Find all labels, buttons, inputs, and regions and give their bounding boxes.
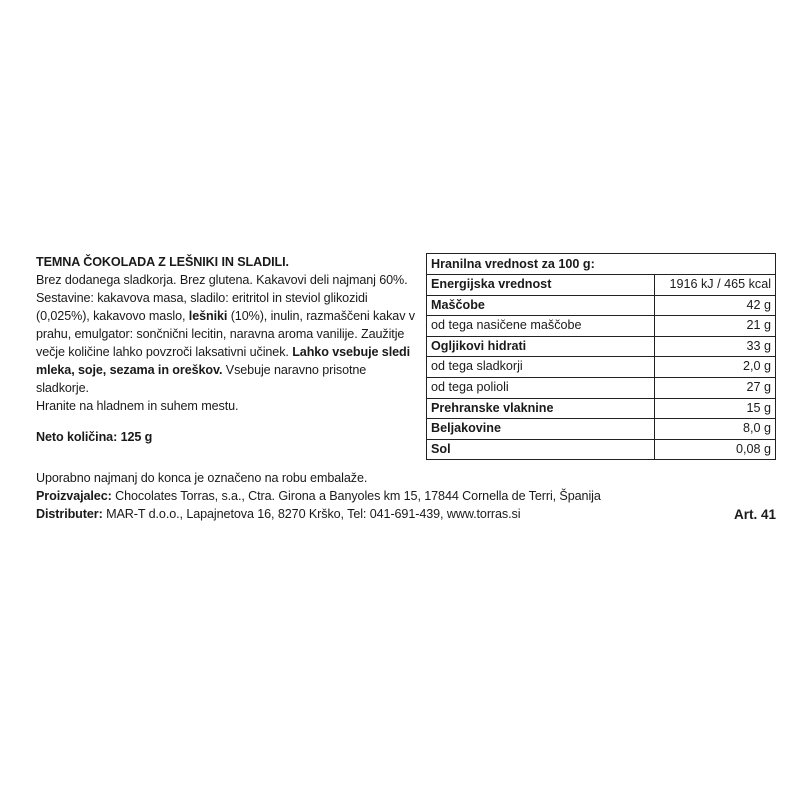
distributor-line xyxy=(36,505,776,523)
nutrition-table xyxy=(426,253,776,460)
nutrient-name: Sol xyxy=(427,439,655,459)
distributor-text: MAR-T d.o.o., Lapajnetova 16, 8270 Krško, Tel: 041-691-439, www.torras.si xyxy=(102,507,521,521)
nutrient-name: Prehranske vlaknine xyxy=(427,398,655,419)
nutrient-name: Maščobe xyxy=(427,295,655,316)
nutrient-value: 2,0 g xyxy=(655,357,776,378)
nutrient-name: od tega sladkorji xyxy=(427,357,655,378)
footer-block xyxy=(36,469,776,523)
nutrient-value: 15 g xyxy=(655,398,776,419)
nutrition-row xyxy=(427,357,775,378)
nutrient-value: 21 g xyxy=(655,316,776,337)
storage-instructions: Hranite na hladnem in suhem mestu. xyxy=(36,399,239,413)
description-part-3: Vsebuje naravno prisotne sladkorje. xyxy=(36,363,367,395)
producer-line xyxy=(36,487,776,505)
nutrition-row xyxy=(427,275,775,295)
nutrient-name: Energijska vrednost xyxy=(431,277,552,291)
description-part-1: Brez dodanega sladkorja. Brez glutena. Kakavovi deli najmanj 60%. Sestavine: kakavova masa, sladilo: eritritol in steviol glikozidi (0,025%), kakavovo maslo, xyxy=(36,273,408,323)
producer-text: Chocolates Torras, s.a., Ctra. Girona a Banyoles km 15, 17844 Cornella de Terri, Španija xyxy=(111,489,601,503)
nutrition-row xyxy=(427,295,775,316)
nutrition-row xyxy=(427,398,775,419)
nutrient-name: od tega nasičene maščobe xyxy=(427,316,655,337)
ingredients-text xyxy=(36,271,416,397)
nutrition-row xyxy=(427,377,775,398)
allergen-traces-warning: Lahko vsebuje sledi mleka, soje, sezama in oreškov. xyxy=(36,345,410,377)
nutrient-name: Beljakovine xyxy=(427,419,655,440)
producer-label: Proizvajalec: xyxy=(36,489,112,503)
nutrient-value: 0,08 g xyxy=(655,439,776,459)
nutrition-row xyxy=(427,439,775,459)
nutrition-row xyxy=(427,316,775,337)
nutrient-value: 42 g xyxy=(655,295,776,316)
nutrient-value: 27 g xyxy=(655,377,776,398)
nutrient-value: 33 g xyxy=(655,336,776,357)
nutrition-rows xyxy=(427,275,775,459)
article-number: Art. 41 xyxy=(733,507,776,522)
nutrition-row xyxy=(427,336,775,357)
allergen-hazelnuts: lešniki xyxy=(188,309,228,323)
distributor-label: Distributer: xyxy=(36,507,103,521)
nutrient-value: 8,0 g xyxy=(655,419,776,440)
nutrition-header: Hranilna vrednost za 100 g: xyxy=(427,254,775,275)
nutrient-name: Ogljikovi hidrati xyxy=(427,336,655,357)
product-description-block xyxy=(36,253,416,446)
nutrient-value: 1916 kJ / 465 kcal xyxy=(655,275,776,295)
product-title: TEMNA ČOKOLADA Z LEŠNIKI IN SLADILI. xyxy=(36,255,289,269)
best-before-note: Uporabno najmanj do konca je označeno na robu embalaže. xyxy=(36,471,368,485)
nutrition-row xyxy=(427,419,775,440)
description-part-2: (10%), inulin, razmaščeni kakav v prahu, emulgator: sončnični lecitin, naravna aroma vanilije. Zaužitje večje količine lahko povzroči laksativni učinek. xyxy=(36,309,415,359)
net-weight: Neto količina: 125 g xyxy=(36,430,153,444)
nutrient-name: od tega polioli xyxy=(427,377,655,398)
